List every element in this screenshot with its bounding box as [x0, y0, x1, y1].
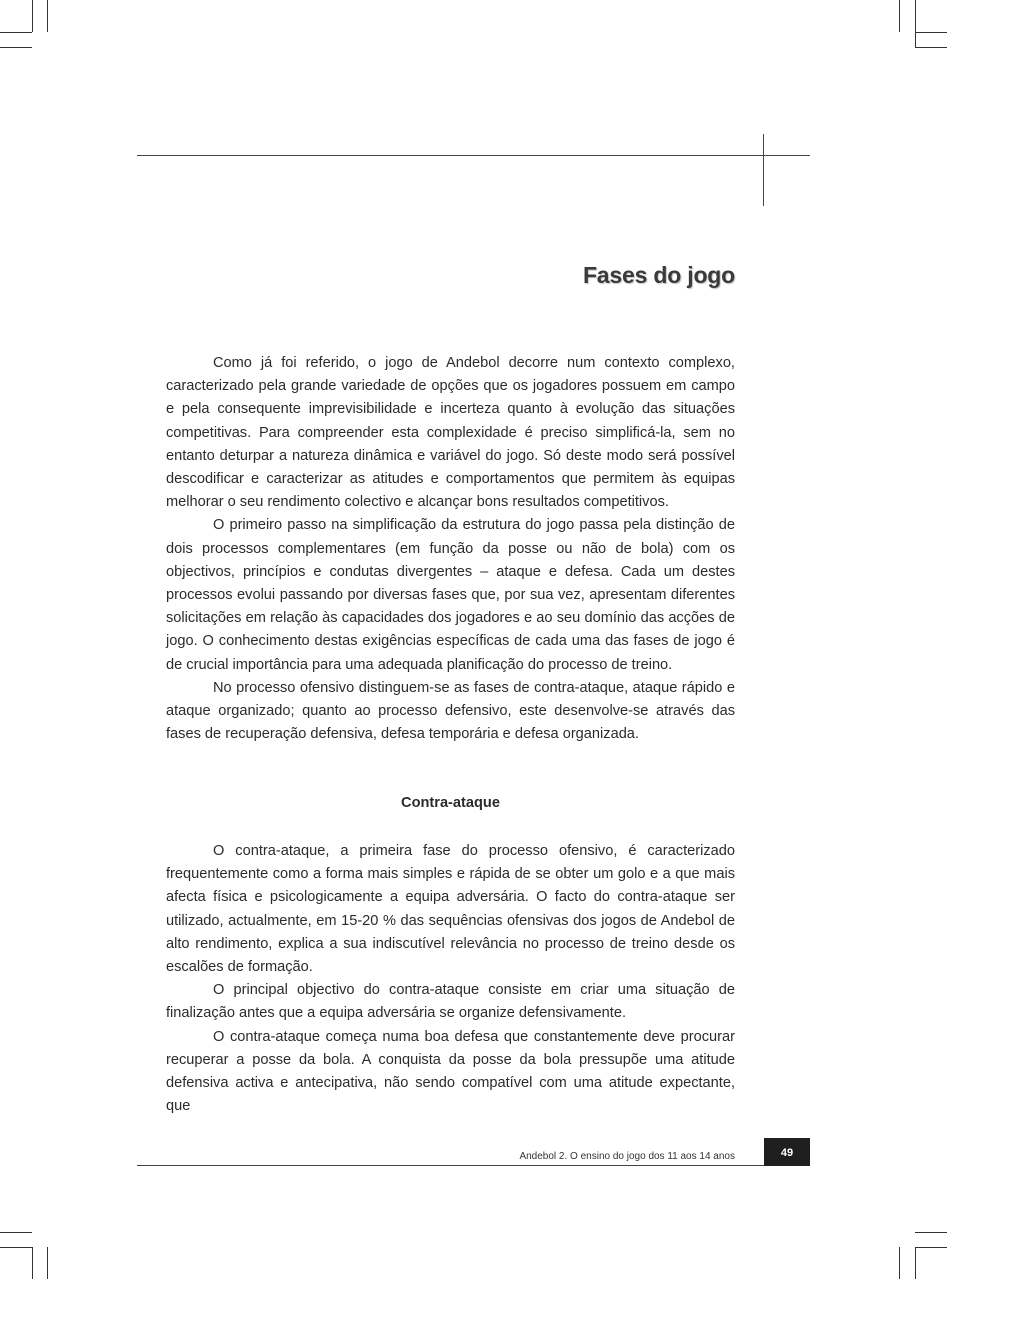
crop-mark: [32, 0, 33, 32]
crop-mark: [915, 1247, 947, 1248]
paragraph: No processo ofensivo distinguem-se as fases de contra-ataque, ataque rápido e ataque organizado; quanto ao processo defensivo, este desenvolve-se através das fases de recuperação defensiva, defesa temporária e defesa organizada.: [166, 679, 735, 743]
page-number: [764, 1138, 810, 1166]
crop-mark: [915, 32, 947, 33]
paragraph: O principal objectivo do contra-ataque consiste em criar uma situação de finalização antes que a equipa adversária se organize defensivamente.: [166, 982, 735, 1022]
crop-mark: [0, 1232, 32, 1233]
paragraph: Como já foi referido, o jogo de Andebol decorre num contexto complexo, caracterizado pela grande variedade de opções que os jogadores possuem em campo e pela consequente imprevisibilidade e incerteza quanto à evolução das situações competitivas. Para compreender esta complexidade é preciso simplificá-la, sem no entanto deturpar a natureza dinâmica e variável do jogo. Só deste modo será possível descodificar e caracterizar as atitudes e comportamentos que permitem às equipas melhorar o seu rendimento colectivo e alcançar bons resultados competitivos.: [166, 355, 735, 511]
crop-mark: [915, 1247, 916, 1279]
crop-mark: [0, 32, 32, 33]
crop-mark: [47, 0, 48, 32]
crop-mark: [899, 1247, 900, 1279]
crop-mark: [915, 1232, 947, 1233]
section-text: [166, 840, 735, 1118]
page-title: Fases do jogo: [582, 262, 735, 288]
crop-mark: [899, 0, 900, 32]
running-footer: Andebol 2. O ensino do jogo dos 11 aos 14 anos: [519, 1151, 735, 1162]
crop-mark: [47, 1247, 48, 1279]
section-heading: Contra-ataque: [401, 795, 500, 811]
crop-mark: [0, 47, 32, 48]
paragraph: O primeiro passo na simplificação da estrutura do jogo passa pela distinção de dois processos complementares (em função da posse ou não de bola) com os objectivos, princípios e condutas divergentes – ataque e defesa. Cada um destes processos evolui passando por diversas fases que, por sua vez, apresentam diferentes solicitações em relação às capacidades dos jogadores e ao seu domínio das acções de jogo. O conhecimento destas exigências específicas de cada uma das fases de jogo é de crucial importância para uma adequada planificação do processo de treino.: [166, 517, 735, 673]
header-rule-vertical: [763, 134, 764, 206]
paragraph: O contra-ataque começa numa boa defesa que constantemente deve procurar recuperar a posse da bola. A conquista da posse da bola pressupõe uma atitude defensiva activa e antecipativa, não sendo compatível com uma atitude expectante, que: [166, 1028, 735, 1115]
header-rule: [137, 155, 810, 156]
crop-mark: [0, 1247, 32, 1248]
crop-mark: [915, 47, 947, 48]
crop-mark: [32, 1247, 33, 1279]
intro-text: [166, 352, 735, 746]
paragraph: O contra-ataque, a primeira fase do processo ofensivo, é caracterizado frequentemente como a forma mais simples e rápida de se obter um golo e a que mais afecta física e psicologicamente a equipa adversária. O facto do contra-ataque ser utilizado, actualmente, em 15-20 % das sequências ofensivas dos jogos de Andebol de alto rendimento, explica a sua indiscutível relevância no processo de treino desde os escalões de formação.: [166, 843, 735, 976]
page-number-label: 49: [780, 1147, 794, 1159]
footer-rule: [137, 1165, 810, 1166]
crop-mark: [915, 0, 916, 47]
